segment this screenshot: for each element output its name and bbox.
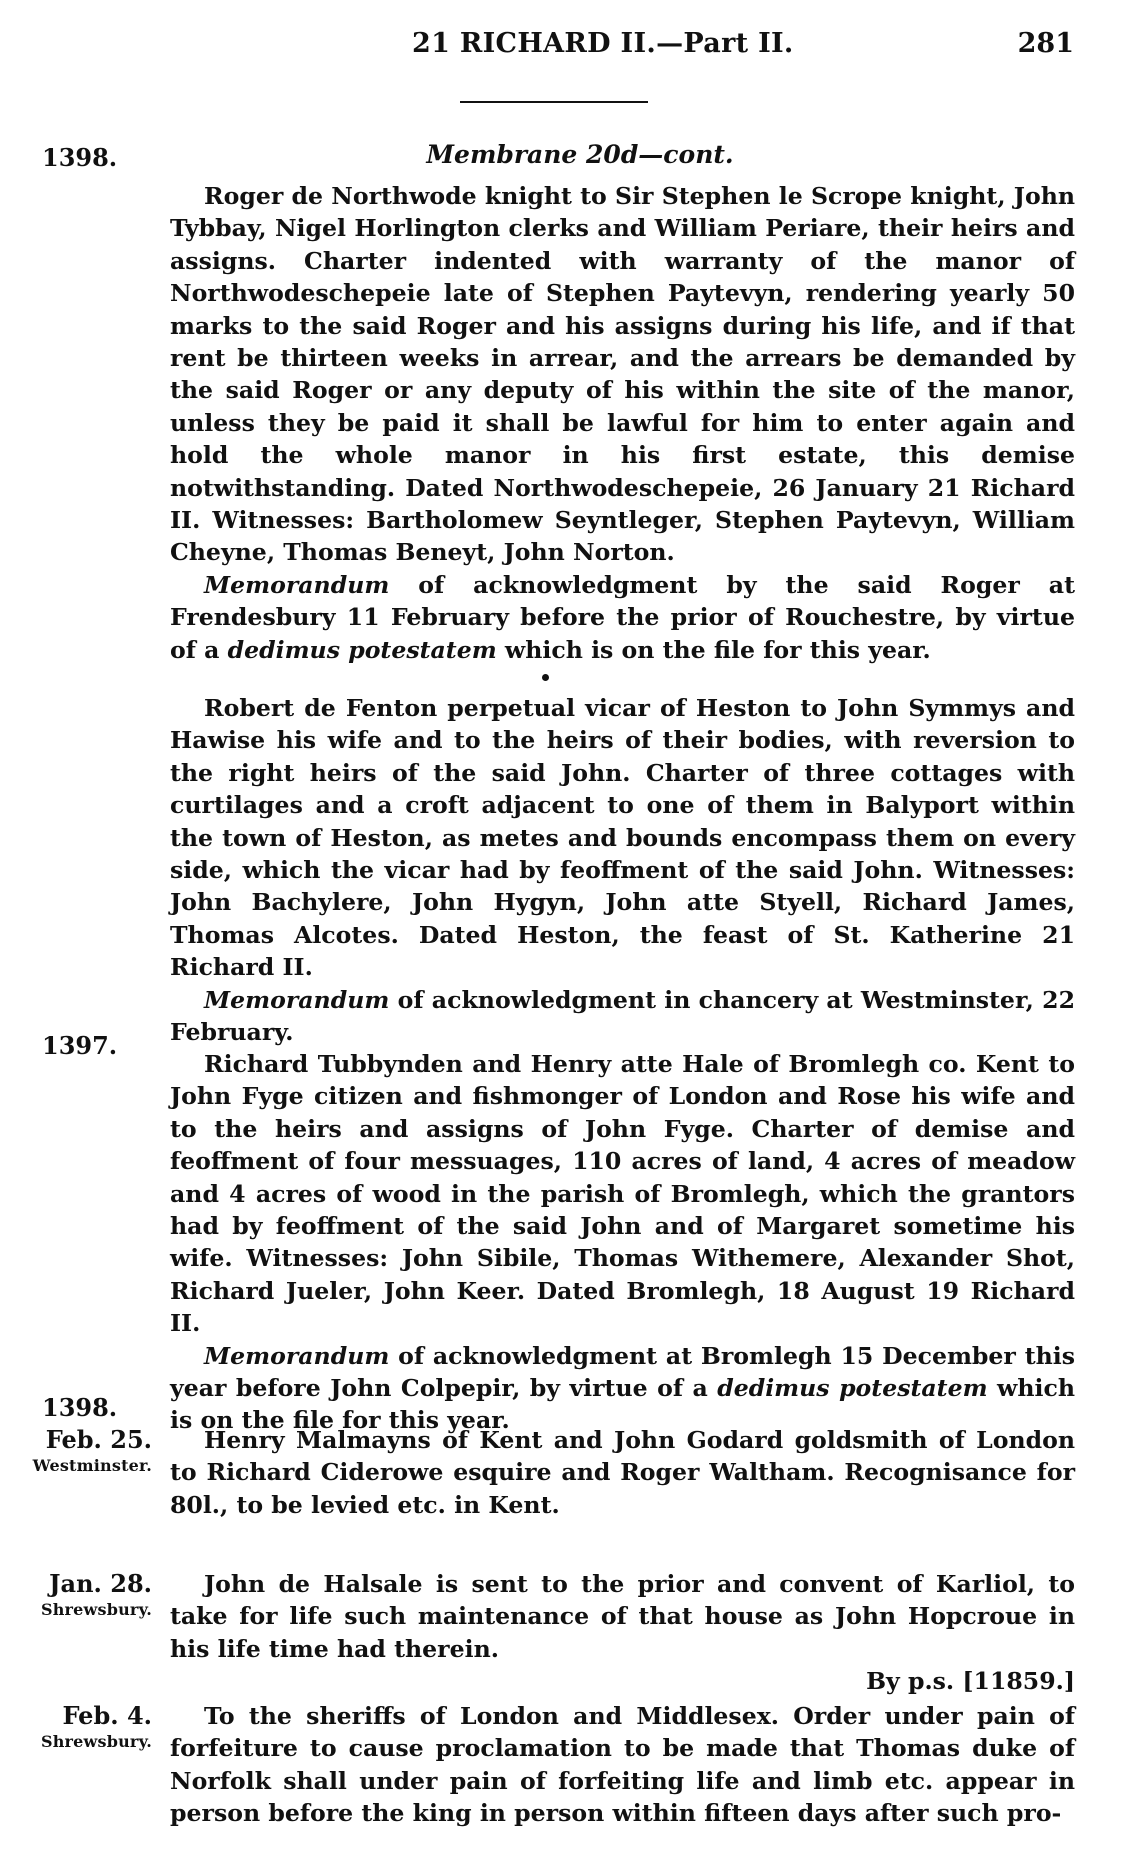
- memorandum: [170, 984, 1075, 1049]
- entry-text: Robert de Fenton perpetual vicar of Heston to John Symmys and Hawise his wife and to the heirs of their bodies, with reversion to the right heirs of the said John. Charter of three cottages with curtilages and a croft adjacent to one of them in Balyport within the town of Heston, as metes and bounds encompass them on every side, which the vicar had by feoffment of the said John. Witnesses: John Bachylere, John Hygyn, John atte Styell, Richard James, Thomas Alcotes. Dated Heston, the feast of St. Katherine 21 Richard II.: [170, 694, 1075, 982]
- header-rule: [460, 101, 648, 103]
- entry-text: John de Halsale is sent to the prior and convent of Karliol, to take for life such maintenance of that house as John Hopcroue in his life time had therein.: [170, 1570, 1075, 1663]
- entry-tubbynden-charter: [170, 1048, 1075, 1437]
- memorandum: [170, 569, 1075, 666]
- margin-year-1397: 1397.: [42, 1031, 118, 1060]
- margin-date: Feb. 4.: [62, 1701, 152, 1730]
- entry-text: Henry Malmayns of Kent and John Godard goldsmith of London to Richard Ciderowe esquire and Roger Waltham. Recognisance for 80l., to be levied etc. in Kent.: [170, 1426, 1075, 1519]
- entry-halsale-corrody: [170, 1568, 1075, 1698]
- margin-date: Feb. 25.: [45, 1425, 152, 1454]
- memorandum: [170, 1340, 1075, 1437]
- memorandum-text: of acknowledgment by the said Roger at Frendesbury 11 February before the prior of Rouchestre, by virtue of a: [170, 570, 1075, 664]
- memorandum-label: Memorandum: [204, 985, 390, 1014]
- memorandum-text-end: which is on the file for this year.: [170, 1374, 1075, 1435]
- margin-date: Jan. 28.: [49, 1569, 152, 1598]
- margin-year-1398-b: 1398.: [42, 1393, 118, 1422]
- running-header: [0, 28, 1130, 72]
- memorandum-label: Memorandum: [204, 570, 390, 599]
- margin-place: Westminster.: [32, 1456, 152, 1475]
- margin-place: Shrewsbury.: [40, 1600, 152, 1619]
- memorandum-italic: dedimus potestatem: [227, 635, 497, 664]
- margin-note-feb4: [0, 1700, 152, 1752]
- entry-fenton-charter: [170, 692, 1075, 1048]
- page-number: 281: [1017, 28, 1074, 59]
- margin-place: Shrewsbury.: [40, 1732, 152, 1751]
- entry-malmayns-recognisance: [170, 1424, 1075, 1521]
- memorandum-text: of acknowledgment at Bromlegh 15 December this year before John Colpepir, by virtue of a: [170, 1341, 1075, 1403]
- membrane-heading: Membrane 20d—cont.: [426, 140, 734, 169]
- memorandum-label: Memorandum: [204, 1341, 390, 1370]
- memorandum-italic: dedimus potestatem: [717, 1374, 988, 1403]
- margin-note-feb25: [0, 1424, 152, 1476]
- entry-text: To the sheriffs of London and Middlesex. Order under pain of forfeiture to cause proclamation to be made that Thomas duke of Norfolk shall under pain of forfeiting life and limb etc. appear in person before the king in person within fifteen days after such pro-: [170, 1702, 1075, 1828]
- memorandum-text: of acknowledgment in chancery at Westminster, 22 February.: [170, 985, 1075, 1047]
- entry-sheriffs-order: [170, 1700, 1075, 1830]
- margin-note-jan28: [0, 1568, 152, 1620]
- entry-text: Roger de Northwode knight to Sir Stephen le Scrope knight, John Tybbay, Nigel Horlington clerks and William Periare, their heirs and assigns. Charter indented with warranty of the manor of Northwodeschepeie late of Stephen Paytevyn, rendering yearly 50 marks to the said Roger and his assigns during his life, and if that rent be thirteen weeks in arrear, and the arrears be demanded by the said Roger or any deputy of his within the site of the manor, unless they be paid it shall be lawful for him to enter again and hold the whole manor in his first estate, this demise notwithstanding. Dated Northwodeschepeie, 26 January 21 Richard II. Witnesses: Bartholomew Seyntleger, Stephen Paytevyn, William Cheyne, Thomas Beneyt, John Norton.: [170, 182, 1075, 567]
- header-title: 21 RICHARD II.—Part II.: [412, 28, 794, 59]
- warrant-signature: By p.s. [11859.]: [866, 1667, 1075, 1696]
- margin-year-1398: 1398.: [42, 143, 118, 172]
- entry-northwode-charter: [170, 180, 1075, 666]
- entry-text: Richard Tubbynden and Henry atte Hale of Bromlegh co. Kent to John Fyge citizen and fishmonger of London and Rose his wife and to the heirs and assigns of John Fyge. Charter of demise and feoffment of four messuages, 110 acres of land, 4 acres of meadow and 4 acres of wood in the parish of Bromlegh, which the grantors had by feoffment of the said John and of Margaret sometime his wife. Witnesses: John Sibile, Thomas Withemere, Alexander Shot, Richard Jueler, John Keer. Dated Bromlegh, 18 August 19 Richard II.: [170, 1050, 1075, 1338]
- section-dot: [542, 674, 549, 681]
- memorandum-text-end: which is on the file for this year.: [496, 635, 931, 664]
